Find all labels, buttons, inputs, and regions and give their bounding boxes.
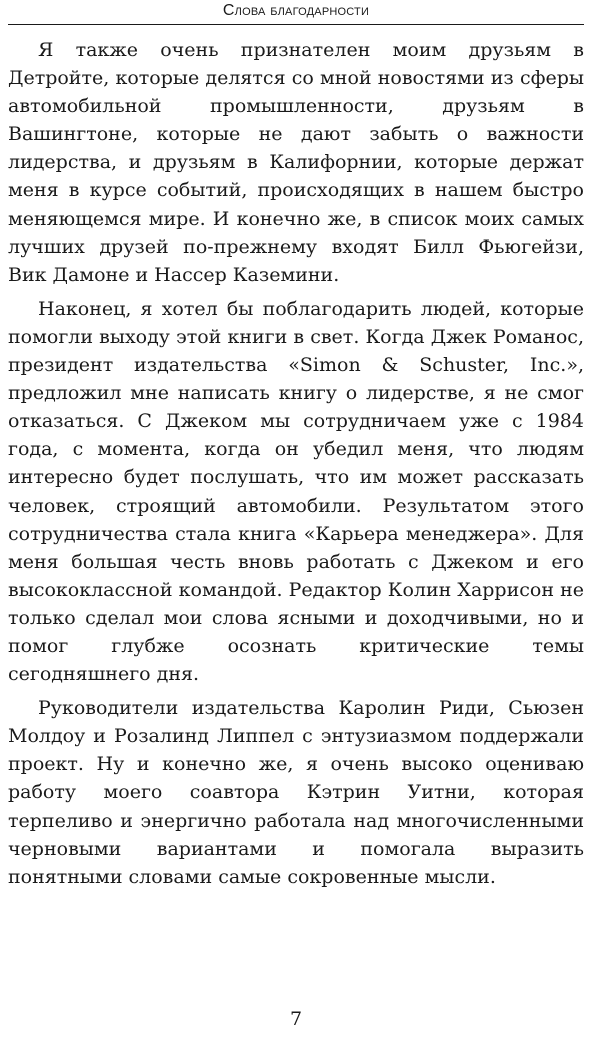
body-text — [8, 36, 584, 891]
header-rule — [8, 24, 584, 25]
running-head — [0, 2, 592, 20]
page-number: 7 — [289, 1008, 303, 1030]
paragraph: Руководители издательства Каролин Риди, Сьюзен Молдоу и Розалинд Липпел с энтузиазмом поддержали проект. Ну и конечно же, я очень высоко оцениваю работу моего соавтора Кэтрин Уитни, которая терпеливо и энергично работала над многочисленными черновыми вариантами и помогала выразить понятными словами самые сокровенные мысли. — [8, 697, 584, 888]
paragraph: Я также очень признателен моим друзьям в Детройте, которые делятся со мной новостями из сферы автомобильной промышленности, друзьям в Вашингтоне, которые не дают забыть о важности лидерства, и друзьям в Калифорнии, которые держат меня в курсе событий, происходящих в нашем быстро меняющемся мире. И конечно же, в список моих самых лучших друзей по-прежнему входят Билл Фьюгейзи, Вик Дамоне и Нассер Каземини. — [8, 39, 584, 286]
running-head-text: Слова благодарности — [222, 2, 370, 19]
paragraph: Наконец, я хотел бы поблагодарить людей, которые помогли выходу этой книги в свет. Когда Джек Романос, президент издательства «Simon & Schuster, Inc.», предложил мне написать книгу о лидерстве, я не смог отказаться. С Джеком мы сотрудничаем уже с 1984 года, с момента, когда он убедил меня, что людям интересно будет послушать, что им может рассказать человек, строящий автомобили. Результатом этого сотрудничества стала книга «Карьера менеджера». Для меня большая честь вновь работать с Джеком и его высококлассной командой. Редактор Колин Харрисон не только сделал мои слова ясными и доходчивыми, но и помог глубже осознать критические темы сегодняшнего дня. — [8, 297, 584, 686]
